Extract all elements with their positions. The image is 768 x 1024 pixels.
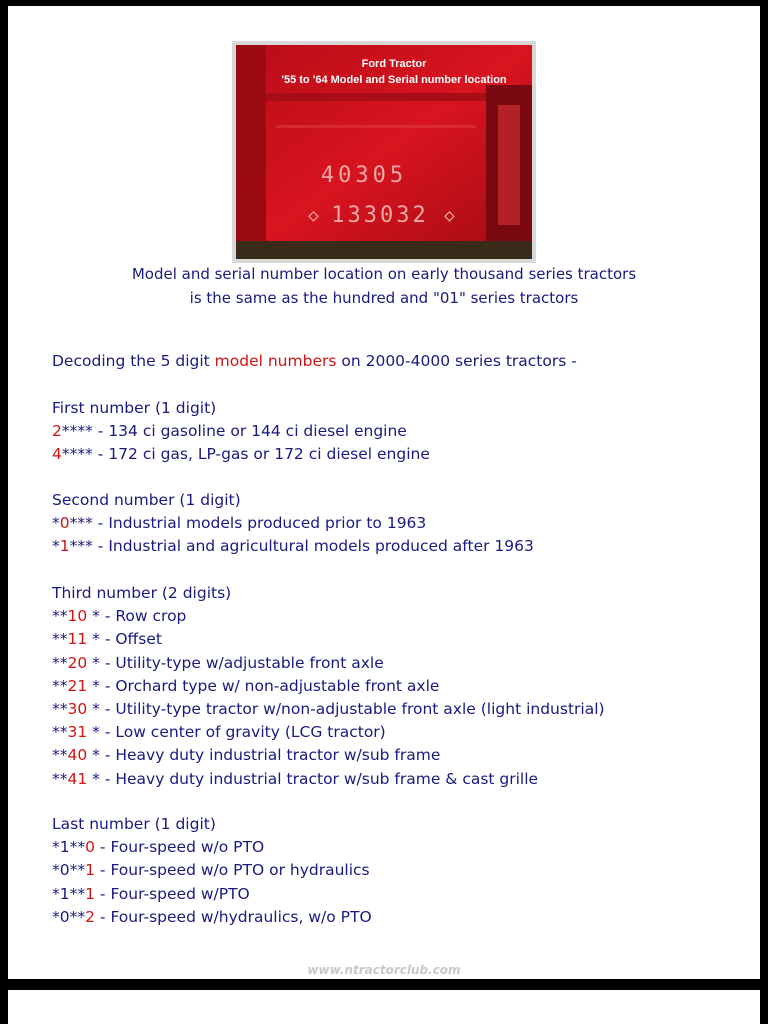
list-item: **30 * - Utility-type tractor w/non-adjustable front axle (light industrial)	[52, 699, 605, 718]
list-item: **20 * - Utility-type w/adjustable front axle	[52, 653, 384, 672]
section-second-number	[52, 489, 534, 559]
svg-text:◇: ◇	[308, 205, 319, 226]
document-page	[8, 6, 760, 979]
list-item: **10 * - Row crop	[52, 607, 187, 626]
decoding-heading	[52, 350, 577, 373]
tractor-serial-photo	[232, 41, 536, 263]
list-item: **21 * - Orchard type w/ non-adjustable front axle	[52, 676, 440, 695]
section-first-number	[52, 397, 430, 467]
stamped-serial-number: 133032	[331, 203, 429, 228]
photo-caption-line2: is the same as the hundred and "01" series tractors	[189, 289, 579, 307]
section-title: First number (1 digit)	[52, 399, 217, 417]
list-item: *0**1 - Four-speed w/o PTO or hydraulics	[52, 861, 370, 880]
section-title: Second number (1 digit)	[52, 491, 241, 509]
list-item: *1**1 - Four-speed w/PTO	[52, 884, 250, 903]
list-item: 2**** - 134 ci gasoline or 144 ci diesel engine	[52, 422, 407, 441]
serial-plate-image	[236, 45, 532, 259]
list-item: *1*** - Industrial and agricultural models produced after 1963	[52, 537, 534, 556]
list-item: *0*** - Industrial models produced prior to 1963	[52, 514, 427, 533]
heading-highlight: model numbers	[214, 352, 337, 370]
list-item: *1**0 - Four-speed w/o PTO	[52, 838, 265, 857]
list-item: **41 * - Heavy duty industrial tractor w/sub frame & cast grille	[52, 769, 539, 788]
section-third-number	[52, 582, 605, 791]
list-item: **11 * - Offset	[52, 630, 162, 649]
photo-title-line2: '55 to '64 Model and Serial number location	[281, 74, 507, 86]
svg-text:◇: ◇	[444, 205, 455, 226]
stamped-model-number: 40305	[320, 163, 408, 188]
list-item: **40 * - Heavy duty industrial tractor w/sub frame	[52, 746, 441, 765]
list-item: 4**** - 172 ci gas, LP-gas or 172 ci diesel engine	[52, 445, 430, 464]
site-watermark: www.ntractorclub.com	[307, 963, 461, 977]
photo-caption-line1: Model and serial number location on early thousand series tractors	[131, 265, 637, 283]
photo-title-line1: Ford Tractor	[361, 58, 427, 70]
section-title: Third number (2 digits)	[52, 584, 232, 602]
list-item: *0**2 - Four-speed w/hydraulics, w/o PTO	[52, 907, 372, 926]
list-item: **31 * - Low center of gravity (LCG tractor)	[52, 723, 386, 742]
next-page-edge	[8, 990, 760, 1024]
section-last-number	[52, 813, 372, 929]
section-title: Last number (1 digit)	[52, 815, 216, 833]
heading-prefix: Decoding the 5 digit	[52, 352, 215, 370]
heading-suffix: on 2000-4000 series tractors -	[336, 352, 577, 370]
